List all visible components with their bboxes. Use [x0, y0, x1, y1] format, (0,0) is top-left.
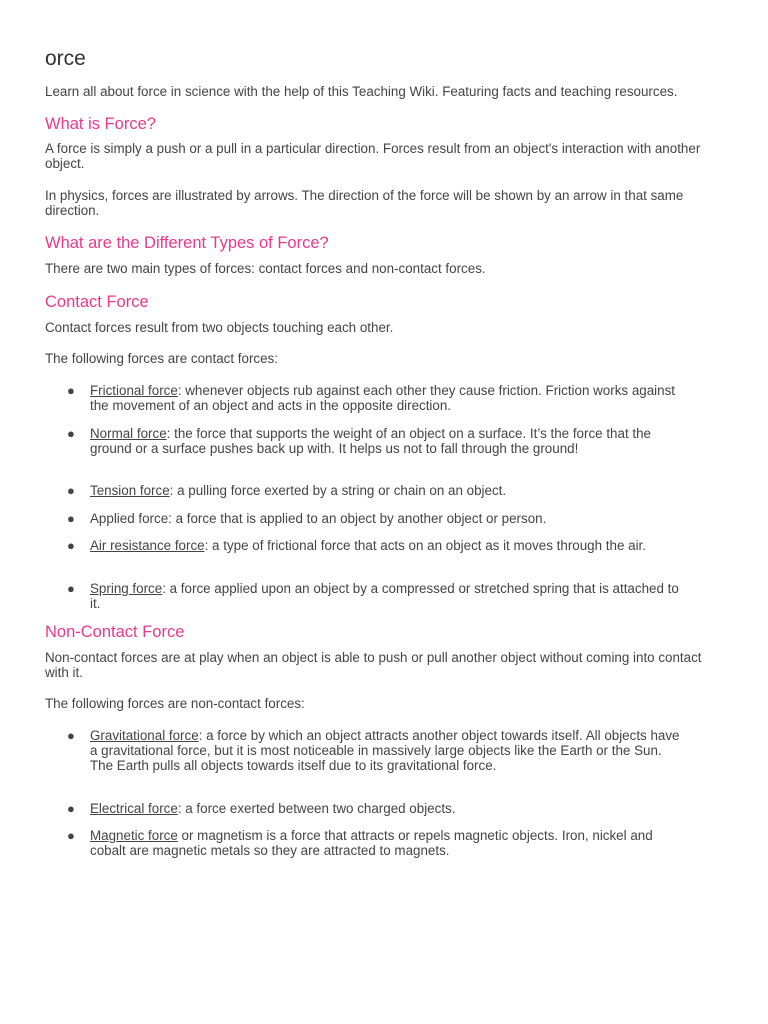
electrical-force-link[interactable]: Electrical force — [90, 801, 178, 816]
intro-paragraph: Learn all about force in science with the help of this Teaching Wiki. Featuring facts and teaching resources. — [45, 84, 678, 99]
magnetic-force-description: or magnetism is a force that attracts or repels magnetic objects. Iron, nickel and cobalt are magnetic metals so they are attracted to magnets. — [90, 828, 653, 858]
bullet-icon: ● — [67, 801, 75, 816]
air-resistance-force-description: : a type of frictional force that acts on an object as it moves through the air. — [204, 538, 646, 553]
heading-what-is-force: What is Force? — [45, 115, 156, 133]
gravitational-force-description: : a force by which an object attracts another object towards itself. All objects have a gravitational force, but it is most noticeable in massively large objects like the Earth or the Sun. The Earth pulls all objects towards itself due to its gravitational force. — [90, 728, 680, 773]
normal-force-description: : the force that supports the weight of an object on a surface. It’s the force that the ground or a surface pushes back up with. It helps us not to fall through the ground! — [90, 426, 651, 456]
bullet-icon: ● — [67, 511, 75, 526]
arrows-paragraph: In physics, forces are illustrated by arrows. The direction of the force will be shown by an arrow in that same direction. — [45, 188, 684, 218]
gravitational-force-link[interactable]: Gravitational force — [90, 728, 199, 743]
heading-types-of-force: What are the Different Types of Force? — [45, 234, 329, 252]
heading-non-contact-force: Non-Contact Force — [45, 623, 185, 641]
non-contact-list-intro: The following forces are non-contact forces: — [45, 696, 305, 711]
frictional-force-description: : whenever objects rub against each other they cause friction. Friction works against the movement of an object and acts in the opposite direction. — [90, 383, 676, 413]
bullet-icon: ● — [67, 483, 75, 498]
normal-force-link[interactable]: Normal force — [90, 426, 167, 441]
bullet-icon: ● — [67, 828, 75, 843]
page-title: orce — [45, 47, 86, 70]
contact-definition-paragraph: Contact forces result from two objects touching each other. — [45, 320, 394, 335]
spring-force-description: : a force applied upon an object by a compressed or stretched spring that is attached to it. — [90, 581, 679, 611]
electrical-force-description: : a force exerted between two charged objects. — [177, 801, 456, 816]
tension-force-link[interactable]: Tension force — [90, 483, 170, 498]
non-contact-definition-paragraph: Non-contact forces are at play when an object is able to push or pull another object without coming into contact with it. — [45, 650, 702, 680]
bullet-icon: ● — [67, 581, 75, 596]
heading-contact-force: Contact Force — [45, 293, 149, 311]
magnetic-force-link[interactable]: Magnetic force — [90, 828, 178, 843]
frictional-force-link[interactable]: Frictional force — [90, 383, 178, 398]
bullet-icon: ● — [67, 538, 75, 553]
types-paragraph: There are two main types of forces: contact forces and non-contact forces. — [45, 261, 486, 276]
bullet-icon: ● — [67, 426, 75, 441]
bullet-icon: ● — [67, 383, 75, 398]
air-resistance-force-link[interactable]: Air resistance force — [90, 538, 205, 553]
contact-list-intro: The following forces are contact forces: — [45, 351, 278, 366]
bullet-icon: ● — [67, 728, 75, 743]
tension-force-description: : a pulling force exerted by a string or chain on an object. — [169, 483, 507, 498]
applied-force-description: Applied force: a force that is applied to an object by another object or person. — [90, 511, 547, 526]
force-definition-paragraph: A force is simply a push or a pull in a particular direction. Forces result from an object's interaction with another object. — [45, 141, 701, 171]
spring-force-link[interactable]: Spring force — [90, 581, 163, 596]
